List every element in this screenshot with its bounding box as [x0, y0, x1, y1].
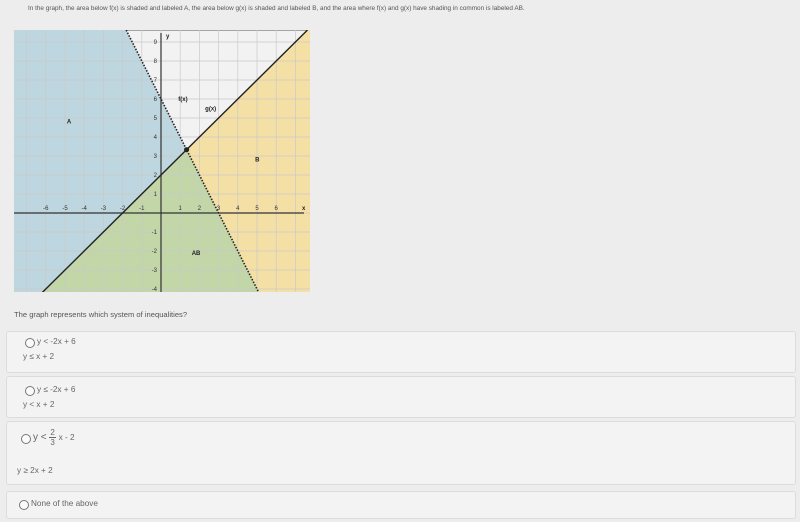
inequality-graph — [14, 30, 310, 292]
fraction-denominator: 3 — [50, 438, 55, 447]
x-tick-label: -2 — [119, 206, 126, 212]
y-tick-label: 1 — [153, 192, 157, 198]
y-tick-label: 6 — [153, 97, 157, 103]
y-tick-label: -4 — [151, 287, 157, 292]
answer-choice-1[interactable] — [6, 331, 796, 373]
radio-button[interactable] — [25, 338, 35, 348]
y-tick-label: 3 — [153, 154, 157, 160]
x-tick-label: 3 — [216, 206, 221, 212]
choice-3-prefix: y < — [33, 432, 47, 444]
y-tick-label: 4 — [153, 135, 157, 141]
region-b-label: B — [255, 157, 260, 164]
choice-1-inequality-2: y ≤ x + 2 — [23, 352, 55, 361]
y-axis-label: y — [166, 34, 170, 40]
x-tick-label: 2 — [197, 206, 202, 212]
y-tick-label: 9 — [153, 40, 157, 46]
y-tick-label: 2 — [153, 173, 157, 179]
x-tick-label: 5 — [255, 206, 259, 212]
y-tick-label: 5 — [153, 116, 157, 122]
x-tick-label: -4 — [81, 206, 87, 212]
f-of-x-label: f(x) — [178, 96, 188, 103]
x-tick-label: -3 — [100, 206, 107, 212]
choice-3-suffix: x - 2 — [58, 433, 75, 443]
x-tick-label: 6 — [274, 206, 278, 212]
radio-button[interactable] — [25, 386, 35, 396]
x-tick-label: -6 — [43, 206, 49, 212]
fraction — [49, 428, 55, 447]
y-tick-label: 7 — [153, 78, 157, 84]
x-axis-label: x — [302, 206, 306, 212]
fraction-numerator: 2 — [50, 428, 55, 437]
choice-3-inequality-1 — [33, 428, 75, 447]
x-tick-label: -1 — [139, 206, 145, 212]
choice-4-label: None of the above — [31, 499, 98, 508]
y-tick-label: 8 — [153, 59, 157, 65]
choice-3-inequality-2: y ≥ 2x + 2 — [17, 466, 53, 475]
y-tick-label: -3 — [151, 268, 157, 274]
answer-choice-2[interactable] — [6, 376, 796, 418]
intersection-point — [184, 147, 189, 152]
y-tick-label: -2 — [151, 249, 157, 255]
question-text: In the graph, the area below f(x) is shaded and labeled A, the area below g(x) is shaded and labeled B, and the area where f(x) and g(x) have shading in common is labeled AB. — [28, 5, 525, 12]
answer-choice-4[interactable] — [6, 491, 796, 519]
question-prompt: The graph represents which system of inequalities? — [14, 310, 188, 319]
answer-choice-3[interactable] — [6, 421, 796, 485]
region-a-label: A — [66, 119, 72, 126]
x-tick-label: 1 — [178, 206, 182, 212]
region-ab-label: AB — [191, 250, 201, 257]
g-of-x-label: g(x) — [205, 106, 217, 113]
radio-button[interactable] — [19, 500, 29, 510]
choice-2-inequality-2: y < x + 2 — [23, 400, 55, 409]
radio-button[interactable] — [21, 434, 31, 444]
x-tick-label: -5 — [62, 206, 68, 212]
choice-2-inequality-1: y ≤ -2x + 6 — [37, 385, 76, 394]
y-tick-label: -1 — [151, 230, 157, 236]
choice-1-inequality-1: y < -2x + 6 — [37, 337, 76, 346]
x-tick-label: 4 — [236, 206, 240, 212]
